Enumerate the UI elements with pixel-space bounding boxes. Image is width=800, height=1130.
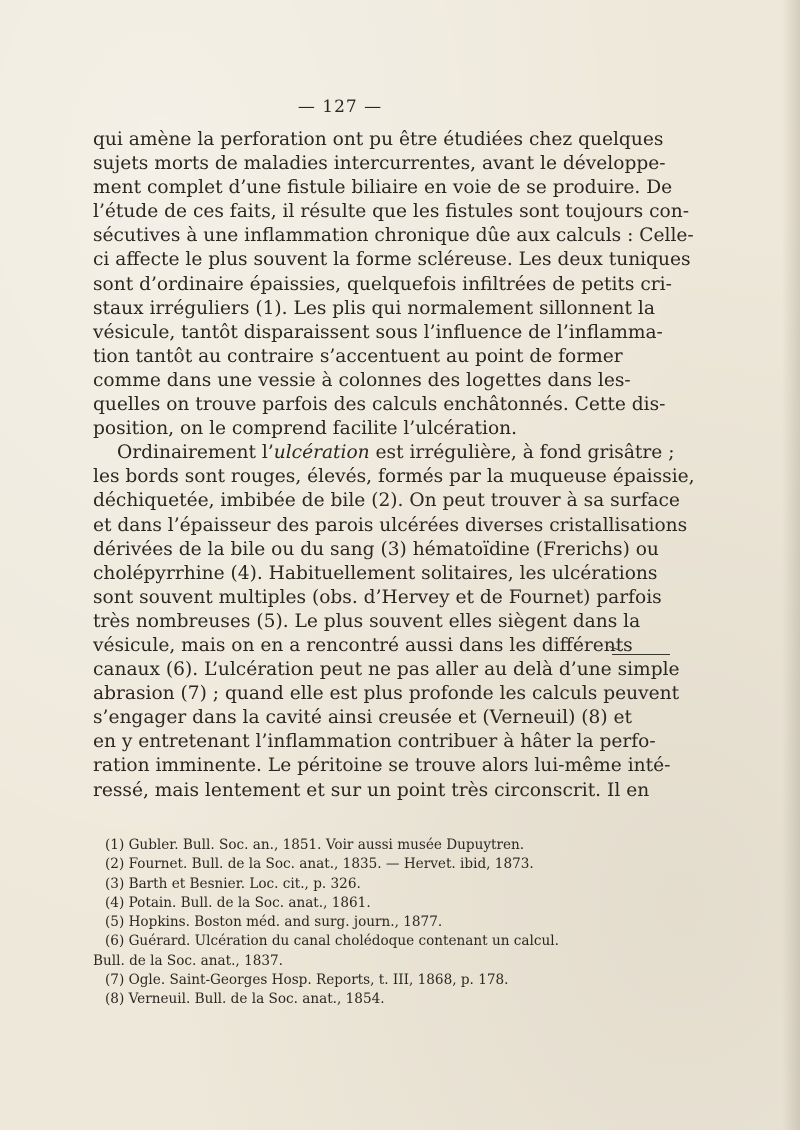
text-line: qui amène la perforation ont pu être étudiées chez quelques — [93, 129, 664, 150]
text-span: est irrégulière, à fond grisâtre ; — [369, 442, 675, 464]
text-line: sont souvent multiples (obs. d’Hervey et de Fournet) parfois — [93, 586, 662, 608]
page-edge-shadow — [782, 0, 800, 1130]
footnote: (3) Barth et Besnier. Loc. cit., p. 326. — [105, 875, 361, 892]
text-line: canaux (6). L’ulcération peut ne pas aller au delà d’une simple — [93, 659, 680, 681]
text-line: tion tantôt au contraire s’accentuent au point de former — [93, 345, 623, 367]
footnote: (1) Gubler. Bull. Soc. an., 1851. Voir aussi musée Dupuytren. — [105, 837, 525, 853]
italic-term: ulcération — [273, 442, 370, 464]
text-line: sujets morts de maladies intercurrentes, avant le développe- — [93, 153, 666, 175]
text-line: dérivées de la bile ou du sang (3) hématoïdine (Frerichs) ou — [93, 538, 659, 560]
paragraph-start-line — [93, 441, 675, 465]
text-line: sécutives à une inflammation chronique dûe aux calculs : Celle- — [93, 225, 694, 247]
footnote: (7) Ogle. Saint-Georges Hosp. Reports, t. III, 1868, p. 178. — [105, 972, 509, 989]
text-line: ment complet d’une fistule biliaire en voie de se produire. De — [93, 177, 673, 199]
text-line: sont d’ordinaire épaissies, quelquefois infiltrées de petits cri- — [93, 273, 672, 295]
text-line: cholépyrrhine (4). Habituellement solitaires, les ulcérations — [93, 562, 658, 584]
text-span: Ordinairement l’ — [117, 442, 274, 464]
text-line: ration imminente. Le péritoine se trouve alors lui-même inté- — [93, 755, 671, 777]
text-line: vésicule, mais on en a rencontré aussi dans les différents — [93, 634, 633, 656]
text-line: les bords sont rouges, élevés, formés par la muqueuse épaissie, — [93, 466, 695, 488]
footnote: (2) Fournet. Bull. de la Soc. anat., 1835. — Hervet. ibid, 1873. — [105, 856, 534, 873]
text-line: position, on le comprend facilite l’ulcération. — [93, 418, 518, 440]
text-line: et dans l’épaisseur des parois ulcérées diverses cristallisations — [93, 514, 688, 536]
footnote: (8) Verneuil. Bull. de la Soc. anat., 1854. — [105, 991, 385, 1008]
text-line: s’engager dans la cavité ainsi creusée et (Verneuil) (8) et — [93, 707, 632, 729]
footnote: (5) Hopkins. Boston méd. and surg. journ., 1877. — [105, 914, 443, 931]
text-line: en y entretenant l’inflammation contribuer à hâter la perfo- — [93, 731, 656, 753]
footnote-continuation: Bull. de la Soc. anat., 1837. — [93, 952, 283, 969]
text-line: abrasion (7) ; quand elle est plus profonde les calculs peuvent — [93, 683, 680, 705]
text-line: ci affecte le plus souvent la forme scléreuse. Les deux tuniques — [93, 249, 691, 271]
text-line: vésicule, tantôt disparaissent sous l’influence de l’inflamma- — [93, 321, 663, 343]
text-line: déchiquetée, imbibée de bile (2). On peut trouver à sa surface — [93, 490, 680, 512]
text-line: l’étude de ces faits, il résulte que les fistules sont toujours con- — [93, 201, 689, 223]
text-line: ressé, mais lentement et sur un point très circonscrit. Il en — [93, 779, 650, 801]
body-text — [93, 128, 695, 803]
text-line: staux irréguliers (1). Les plis qui normalement sillonnent la — [93, 297, 655, 319]
text-line: comme dans une vessie à colonnes des logettes dans les- — [93, 369, 631, 391]
margin-pen-dash — [612, 654, 670, 655]
text-line: très nombreuses (5). Le plus souvent elles siègent dans la — [93, 610, 641, 632]
footnotes — [93, 836, 585, 1010]
footnote: (4) Potain. Bull. de la Soc. anat., 1861. — [105, 894, 371, 911]
text-line: quelles on trouve parfois des calculs enchâtonnés. Cette dis- — [93, 394, 666, 416]
page-number: — 127 — — [297, 97, 383, 117]
footnote: (6) Guérard. Ulcération du canal cholédoque contenant un calcul. — [105, 933, 559, 950]
